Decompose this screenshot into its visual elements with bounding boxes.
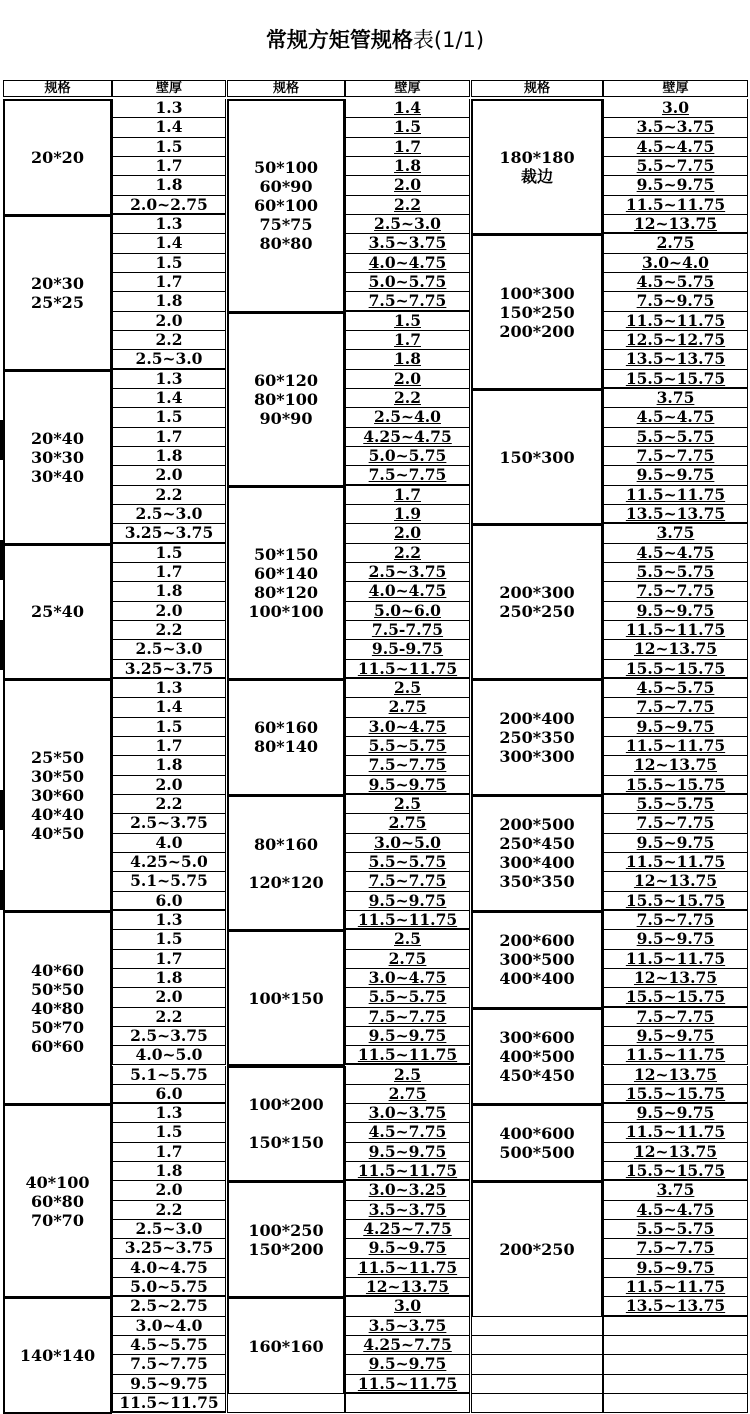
wall-thickness-cell: 12.5~12.75 <box>603 331 748 350</box>
wall-thickness-cell: 1.8 <box>112 292 226 311</box>
wall-thickness-cell: 2.2 <box>345 389 470 408</box>
wall-thickness-cell: 1.3 <box>112 679 226 698</box>
spec-cell: 80*160 120*120 <box>227 795 345 931</box>
wall-thickness-cell: 4.5~7.75 <box>345 1123 470 1142</box>
wall-thickness-cell: 11.5~11.75 <box>603 1278 748 1297</box>
wall-thickness-cell: 2.75 <box>603 234 748 253</box>
wall-thickness-cell: 13.5~13.75 <box>603 505 748 524</box>
wall-thickness-cell: 15.5~15.75 <box>603 370 748 389</box>
wall-thickness-cell: 1.5 <box>112 408 226 427</box>
wall-thickness-cell: 1.8 <box>345 157 470 176</box>
wall-thickness-cell: 11.5~11.75 <box>345 1162 470 1181</box>
wall-thickness-cell: 2.5~3.0 <box>112 350 226 369</box>
wall-thickness-cell: 9.5~9.75 <box>603 176 748 195</box>
wall-thickness-cell: 9.5~9.75 <box>345 776 470 795</box>
wall-thickness-cell: 9.5~9.75 <box>603 466 748 485</box>
wall-thickness-cell: 7.5~7.75 <box>345 292 470 311</box>
wall-thickness-cell: 5.5~7.75 <box>603 157 748 176</box>
wall-thickness-cell: 1.8 <box>112 176 226 195</box>
wall-thickness-cell: 12~13.75 <box>345 1278 470 1297</box>
wall-thickness-cell: 4.25~7.75 <box>345 1220 470 1239</box>
wall-thickness-cell: 3.5~3.75 <box>345 234 470 253</box>
wall-thickness-cell: 11.5~11.75 <box>345 1046 470 1065</box>
wall-thickness-cell: 9.5~9.75 <box>603 930 748 949</box>
wall-thickness-cell: 11.5~11.75 <box>603 853 748 872</box>
wall-thickness-cell: 3.5~3.75 <box>345 1201 470 1220</box>
spec-cell: 200*600 300*500 400*400 <box>471 911 603 1009</box>
wall-thickness-cell: 1.5 <box>345 312 470 331</box>
wall-thickness-cell: 2.2 <box>112 621 226 640</box>
header-spec-3: 规格 <box>471 80 603 97</box>
spec-cell: 100*150 <box>227 930 345 1066</box>
wall-thickness-cell: 1.3 <box>112 370 226 389</box>
wall-thickness-cell: 3.75 <box>603 1181 748 1200</box>
wall-thickness-cell: 1.7 <box>345 331 470 350</box>
wall-thickness-cell: 2.5~4.0 <box>345 408 470 427</box>
spec-cell: 150*300 <box>471 389 603 525</box>
wall-thickness-cell: 1.7 <box>345 138 470 157</box>
wall-thickness-cell: 9.5~9.75 <box>603 834 748 853</box>
wall-thickness-cell: 3.25~3.75 <box>112 1239 226 1258</box>
wall-thickness-cell: 1.7 <box>112 950 226 969</box>
wall-thickness-cell: 13.5~13.75 <box>603 350 748 369</box>
header-wall-2: 壁厚 <box>345 80 470 97</box>
wall-thickness-cell: 4.5~5.75 <box>603 679 748 698</box>
wall-thickness-cell: 2.5~3.75 <box>112 814 226 833</box>
wall-thickness-cell: 1.7 <box>112 563 226 582</box>
spec-cell: 200*300 250*250 <box>471 524 603 680</box>
wall-thickness-cell: 2.0 <box>345 370 470 389</box>
spec-cell: 60*120 80*100 90*90 <box>227 312 345 487</box>
wall-thickness-cell: 1.5 <box>112 254 226 273</box>
wall-thickness-cell: 9.5~9.75 <box>345 892 470 911</box>
wall-thickness-cell: 1.3 <box>112 99 226 118</box>
wall-thickness-cell: 1.8 <box>112 582 226 601</box>
wall-thickness-cell: 12~13.75 <box>603 1066 748 1085</box>
wall-thickness-cell: 7.5~7.75 <box>603 1239 748 1258</box>
wall-thickness-cell: 9.5~9.75 <box>603 1027 748 1046</box>
empty-cell <box>603 1375 748 1394</box>
wall-thickness-cell: 1.4 <box>112 234 226 253</box>
wall-thickness-cell: 2.5~3.0 <box>345 215 470 234</box>
wall-thickness-cell: 2.0 <box>112 312 226 331</box>
wall-thickness-cell: 2.75 <box>345 950 470 969</box>
wall-thickness-cell: 7.5~7.75 <box>112 1355 226 1374</box>
spec-cell: 50*150 60*140 80*120 100*100 <box>227 486 345 680</box>
wall-thickness-cell: 1.5 <box>112 138 226 157</box>
spec-cell: 100*250 150*200 <box>227 1181 345 1298</box>
wall-thickness-cell: 9.5~9.75 <box>345 1355 470 1374</box>
wall-thickness-cell: 7.5~7.75 <box>345 756 470 775</box>
wall-thickness-cell: 3.5~3.75 <box>603 118 748 137</box>
wall-thickness-cell: 7.5~7.75 <box>345 466 470 485</box>
wall-thickness-cell: 7.5~9.75 <box>603 292 748 311</box>
wall-thickness-cell: 15.5~15.75 <box>603 988 748 1007</box>
spec-cell: 40*100 60*80 70*70 <box>3 1104 112 1298</box>
wall-thickness-cell: 1.7 <box>112 157 226 176</box>
wall-thickness-cell: 5.5~5.75 <box>603 795 748 814</box>
edge-mark <box>0 790 3 830</box>
wall-thickness-cell: 1.5 <box>112 718 226 737</box>
wall-thickness-cell: 1.4 <box>112 698 226 717</box>
spec-cell: 20*30 25*25 <box>3 215 112 371</box>
wall-thickness-cell: 2.0 <box>112 988 226 1007</box>
wall-thickness-cell: 11.5~11.75 <box>603 196 748 215</box>
title-suffix: 表(1/1) <box>412 28 485 52</box>
wall-thickness-cell: 4.25~4.75 <box>345 428 470 447</box>
wall-thickness-cell: 11.5~11.75 <box>345 1259 470 1278</box>
wall-thickness-cell: 2.5~3.75 <box>345 563 470 582</box>
wall-thickness-cell: 12~13.75 <box>603 756 748 775</box>
wall-thickness-cell: 4.0~5.0 <box>112 1046 226 1065</box>
wall-thickness-cell: 9.5~9.75 <box>603 718 748 737</box>
wall-thickness-cell: 5.5~5.75 <box>603 563 748 582</box>
wall-thickness-cell: 15.5~15.75 <box>603 660 748 679</box>
header-wall-1: 壁厚 <box>112 80 226 97</box>
wall-thickness-cell: 1.8 <box>112 969 226 988</box>
wall-thickness-cell: 2.0 <box>112 466 226 485</box>
wall-thickness-cell: 2.0 <box>112 602 226 621</box>
wall-thickness-cell: 2.75 <box>345 1085 470 1104</box>
wall-thickness-cell: 1.3 <box>112 215 226 234</box>
wall-thickness-cell: 1.8 <box>345 350 470 369</box>
wall-thickness-cell: 2.0 <box>345 524 470 543</box>
wall-thickness-cell: 3.0~4.0 <box>112 1317 226 1336</box>
wall-thickness-cell: 5.0~5.75 <box>345 273 470 292</box>
wall-thickness-cell: 4.0~4.75 <box>345 254 470 273</box>
spec-cell: 20*40 30*30 30*40 <box>3 370 112 545</box>
edge-mark <box>0 870 3 910</box>
spec-cell: 100*200 150*150 <box>227 1066 345 1183</box>
wall-thickness-cell: 1.7 <box>112 428 226 447</box>
wall-thickness-cell: 2.0 <box>345 176 470 195</box>
spec-cell: 40*60 50*50 40*80 50*70 60*60 <box>3 911 112 1105</box>
wall-thickness-cell: 9.5~9.75 <box>345 1027 470 1046</box>
edge-mark <box>0 620 3 670</box>
header-spec-1: 规格 <box>3 80 112 97</box>
wall-thickness-cell: 12~13.75 <box>603 872 748 891</box>
wall-thickness-cell: 2.2 <box>345 544 470 563</box>
wall-thickness-cell: 2.0 <box>112 776 226 795</box>
wall-thickness-cell: 4.0~4.75 <box>112 1259 226 1278</box>
wall-thickness-cell: 3.75 <box>603 389 748 408</box>
wall-thickness-cell: 11.5~11.75 <box>345 911 470 930</box>
wall-thickness-cell: 11.5~11.75 <box>603 950 748 969</box>
spec-cell: 300*600 400*500 450*450 <box>471 1008 603 1106</box>
wall-thickness-cell: 2.5~3.0 <box>112 1220 226 1239</box>
wall-thickness-cell: 15.5~15.75 <box>603 776 748 795</box>
wall-thickness-cell: 1.5 <box>345 118 470 137</box>
wall-thickness-cell: 12~13.75 <box>603 640 748 659</box>
wall-thickness-cell: 1.7 <box>345 486 470 505</box>
wall-thickness-cell: 3.0~3.25 <box>345 1181 470 1200</box>
spec-cell: 200*400 250*350 300*300 <box>471 679 603 796</box>
wall-thickness-cell: 2.2 <box>112 1008 226 1027</box>
wall-thickness-cell: 3.25~3.75 <box>112 660 226 679</box>
wall-thickness-cell: 4.5~4.75 <box>603 138 748 157</box>
edge-mark <box>0 540 3 580</box>
spec-cell: 200*250 <box>471 1181 603 1317</box>
wall-thickness-cell: 2.2 <box>112 331 226 350</box>
wall-thickness-cell: 1.8 <box>112 756 226 775</box>
wall-thickness-cell: 3.0~4.75 <box>345 718 470 737</box>
wall-thickness-cell: 9.5~9.75 <box>603 1104 748 1123</box>
wall-thickness-cell: 3.0~3.75 <box>345 1104 470 1123</box>
wall-thickness-cell: 5.5~5.75 <box>345 988 470 1007</box>
wall-thickness-cell: 7.5~7.75 <box>345 872 470 891</box>
wall-thickness-cell: 9.5~9.75 <box>603 1259 748 1278</box>
edge-mark <box>0 420 3 460</box>
wall-thickness-cell: 2.2 <box>112 795 226 814</box>
wall-thickness-cell: 7.5~7.75 <box>345 1008 470 1027</box>
wall-thickness-cell: 1.9 <box>345 505 470 524</box>
wall-thickness-cell: 3.0 <box>345 1297 470 1316</box>
wall-thickness-cell: 1.7 <box>112 273 226 292</box>
wall-thickness-cell: 15.5~15.75 <box>603 892 748 911</box>
wall-thickness-cell: 1.3 <box>112 911 226 930</box>
wall-thickness-cell: 1.5 <box>112 1123 226 1142</box>
wall-thickness-cell: 1.5 <box>112 544 226 563</box>
spec-cell: 180*180 裁边 <box>471 99 603 235</box>
wall-thickness-cell: 5.1~5.75 <box>112 872 226 891</box>
wall-thickness-cell: 7.5~7.75 <box>603 582 748 601</box>
wall-thickness-cell: 11.5~11.75 <box>345 1375 470 1394</box>
empty-cell <box>471 1317 603 1336</box>
empty-cell <box>471 1375 603 1394</box>
wall-thickness-cell: 4.5~4.75 <box>603 544 748 563</box>
wall-thickness-cell: 7.5~7.75 <box>603 814 748 833</box>
wall-thickness-cell: 12~13.75 <box>603 1143 748 1162</box>
wall-thickness-cell: 1.8 <box>112 447 226 466</box>
wall-thickness-cell: 12~13.75 <box>603 969 748 988</box>
wall-thickness-cell: 4.25~7.75 <box>345 1336 470 1355</box>
spec-table <box>3 80 748 1413</box>
wall-thickness-cell: 3.25~3.75 <box>112 524 226 543</box>
spec-cell: 25*40 <box>3 544 112 680</box>
wall-thickness-cell: 5.0~5.75 <box>112 1278 226 1297</box>
wall-thickness-cell: 7.5~7.75 <box>603 698 748 717</box>
wall-thickness-cell: 4.5~5.75 <box>603 273 748 292</box>
spec-cell: 20*20 <box>3 99 112 216</box>
wall-thickness-cell: 1.4 <box>112 118 226 137</box>
wall-thickness-cell: 2.0~2.75 <box>112 196 226 215</box>
wall-thickness-cell: 2.5~3.0 <box>112 505 226 524</box>
wall-thickness-cell: 13.5~13.75 <box>603 1297 748 1316</box>
empty-cell <box>471 1355 603 1374</box>
wall-thickness-cell: 3.0~4.0 <box>603 254 748 273</box>
empty-cell <box>471 1336 603 1355</box>
wall-thickness-cell: 2.5~2.75 <box>112 1297 226 1316</box>
wall-thickness-cell: 1.3 <box>112 1104 226 1123</box>
empty-cell <box>603 1317 748 1336</box>
wall-thickness-cell: 7.5-7.75 <box>345 621 470 640</box>
title-bold: 常规方矩管规格 <box>265 28 413 52</box>
wall-thickness-cell: 11.5~11.75 <box>603 621 748 640</box>
wall-thickness-cell: 1.7 <box>112 737 226 756</box>
wall-thickness-cell: 2.5~3.0 <box>112 640 226 659</box>
spec-cell: 140*140 <box>3 1297 112 1414</box>
spec-cell: 160*160 <box>227 1297 345 1395</box>
wall-thickness-cell: 2.2 <box>112 486 226 505</box>
wall-thickness-cell: 9.5~9.75 <box>112 1375 226 1394</box>
spec-cell: 400*600 500*500 <box>471 1104 603 1182</box>
page-title <box>0 24 750 54</box>
wall-thickness-cell: 15.5~15.75 <box>603 1085 748 1104</box>
wall-thickness-cell: 7.5~7.75 <box>603 911 748 930</box>
wall-thickness-cell: 5.0~5.75 <box>345 447 470 466</box>
wall-thickness-cell: 4.0~4.75 <box>345 582 470 601</box>
wall-thickness-cell: 11.5~11.75 <box>603 737 748 756</box>
wall-thickness-cell: 1.4 <box>345 99 470 118</box>
wall-thickness-cell: 1.8 <box>112 1162 226 1181</box>
wall-thickness-cell: 1.5 <box>112 930 226 949</box>
wall-thickness-cell: 9.5-9.75 <box>345 640 470 659</box>
wall-thickness-cell: 5.5~5.75 <box>345 853 470 872</box>
wall-thickness-cell: 3.0~4.75 <box>345 969 470 988</box>
wall-thickness-cell: 5.1~5.75 <box>112 1066 226 1085</box>
wall-thickness-cell: 2.5 <box>345 1066 470 1085</box>
wall-thickness-cell: 4.5~4.75 <box>603 1201 748 1220</box>
wall-thickness-cell: 11.5~11.75 <box>603 312 748 331</box>
wall-thickness-cell: 1.4 <box>112 389 226 408</box>
empty-cell <box>603 1336 748 1355</box>
wall-thickness-cell: 9.5~9.75 <box>345 1239 470 1258</box>
wall-thickness-cell: 2.75 <box>345 698 470 717</box>
wall-thickness-cell: 3.0~5.0 <box>345 834 470 853</box>
wall-thickness-cell: 11.5~11.75 <box>603 1046 748 1065</box>
spec-cell: 200*500 250*450 300*400 350*350 <box>471 795 603 912</box>
spec-cell: 60*160 80*140 <box>227 679 345 796</box>
wall-thickness-cell: 2.0 <box>112 1181 226 1200</box>
wall-thickness-cell: 9.5~9.75 <box>345 1143 470 1162</box>
wall-thickness-cell: 5.5~5.75 <box>603 428 748 447</box>
wall-thickness-cell: 1.7 <box>112 1143 226 1162</box>
wall-thickness-cell: 2.75 <box>345 814 470 833</box>
wall-thickness-cell: 7.5~7.75 <box>603 1008 748 1027</box>
wall-thickness-cell: 9.5~9.75 <box>603 602 748 621</box>
header-spec-2: 规格 <box>227 80 345 97</box>
header-wall-3: 壁厚 <box>603 80 748 97</box>
wall-thickness-cell: 3.5~3.75 <box>345 1317 470 1336</box>
wall-thickness-cell: 15.5~15.75 <box>603 1162 748 1181</box>
wall-thickness-cell: 5.5~5.75 <box>345 737 470 756</box>
wall-thickness-cell: 4.5~5.75 <box>112 1336 226 1355</box>
spec-cell: 100*300 150*250 200*200 <box>471 234 603 390</box>
spec-cell: 50*100 60*90 60*100 75*75 80*80 <box>227 99 345 313</box>
wall-thickness-cell: 5.5~5.75 <box>603 1220 748 1239</box>
wall-thickness-cell: 6.0 <box>112 1085 226 1104</box>
wall-thickness-cell: 11.5~11.75 <box>603 486 748 505</box>
wall-thickness-cell: 2.5 <box>345 679 470 698</box>
spec-cell: 25*50 30*50 30*60 40*40 40*50 <box>3 679 112 912</box>
wall-thickness-cell: 2.5~3.75 <box>112 1027 226 1046</box>
wall-thickness-cell: 2.2 <box>345 196 470 215</box>
wall-thickness-cell: 12~13.75 <box>603 215 748 234</box>
wall-thickness-cell: 11.5~11.75 <box>112 1394 226 1413</box>
wall-thickness-cell: 5.0~6.0 <box>345 602 470 621</box>
wall-thickness-cell: 7.5~7.75 <box>603 447 748 466</box>
wall-thickness-cell: 6.0 <box>112 892 226 911</box>
wall-thickness-cell: 2.2 <box>112 1201 226 1220</box>
wall-thickness-cell: 4.0 <box>112 834 226 853</box>
wall-thickness-cell: 11.5~11.75 <box>603 1123 748 1142</box>
wall-thickness-cell: 4.5~4.75 <box>603 408 748 427</box>
wall-thickness-cell: 3.0 <box>603 99 748 118</box>
wall-thickness-cell: 3.75 <box>603 524 748 543</box>
wall-thickness-cell: 2.5 <box>345 795 470 814</box>
wall-thickness-cell: 2.5 <box>345 930 470 949</box>
wall-thickness-cell: 11.5~11.75 <box>345 660 470 679</box>
wall-thickness-cell: 4.25~5.0 <box>112 853 226 872</box>
empty-cell <box>603 1355 748 1374</box>
